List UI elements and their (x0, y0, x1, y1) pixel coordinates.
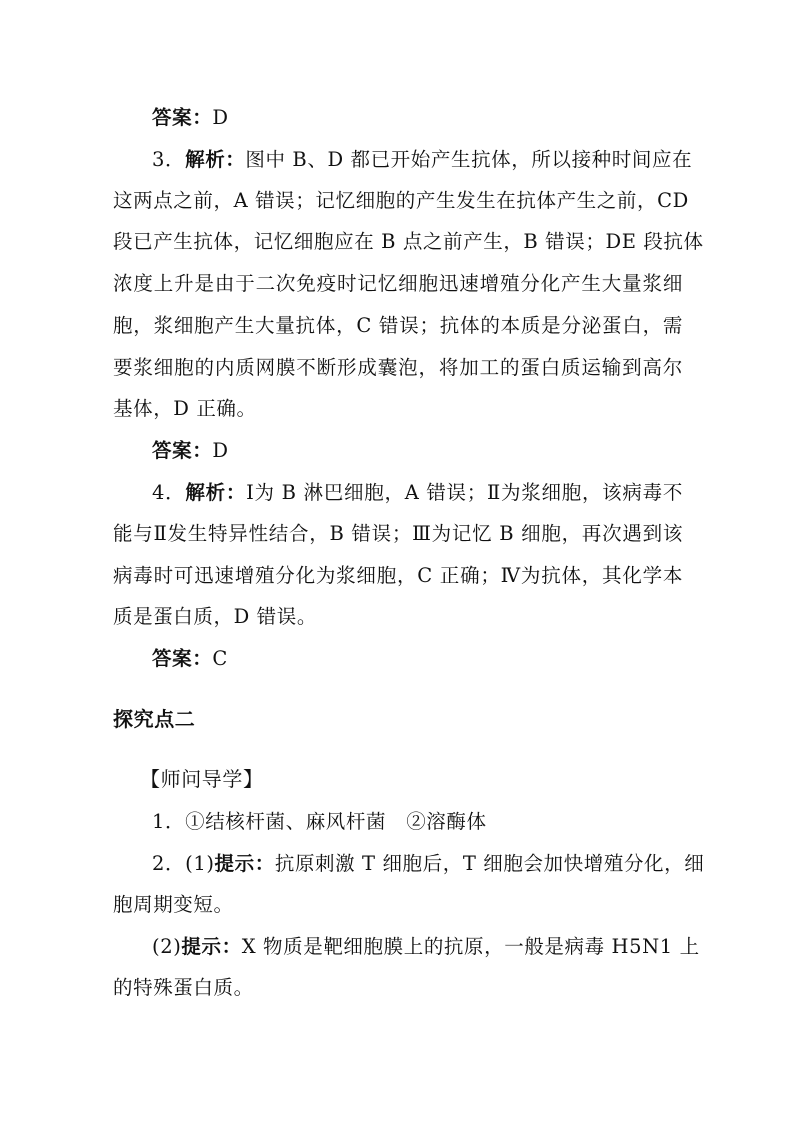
item-2-prefix: 2．(1) (152, 852, 215, 875)
item-3-line-2: 的特殊蛋白质。 (113, 976, 254, 999)
q3-line-5: 胞，浆细胞产生大量抗体，C 错误；抗体的本质是分泌蛋白，需 (113, 314, 683, 337)
item-3-hint-label: 提示： (181, 935, 242, 958)
answer-label: 答案： (152, 647, 213, 670)
section-title: 探究点二 (113, 707, 196, 731)
item-2-line-1 (152, 851, 705, 877)
q3-line-7: 基体，D 正确。 (113, 397, 257, 420)
q3-line-6: 要浆细胞的内质网膜不断形成囊泡，将加工的蛋白质运输到高尔 (113, 356, 683, 379)
item-3-line-1 (152, 934, 700, 960)
q4-line-4: 质是蛋白质，D 错误。 (113, 605, 317, 628)
answer-line-2 (152, 438, 683, 464)
q3-line-4: 浓度上升是由于二次免疫时记忆细胞迅速增殖分化产生大量浆细 (113, 272, 683, 295)
answer-label: 答案： (152, 439, 213, 462)
q3-line-3: 段已产生抗体，记忆细胞应在 B 点之前产生，B 错误；DE 段抗体 (113, 230, 704, 253)
q3-line-1 (152, 147, 693, 173)
item-2-text-1: 抗原刺激 T 细胞后，T 细胞会加快增殖分化，细 (274, 852, 705, 875)
q4-analysis-label: 解析： (185, 481, 247, 504)
sub-title: 【师问导学】 (140, 767, 264, 791)
answer-line-3 (152, 646, 683, 672)
answer-value: D (212, 439, 229, 462)
answer-label: 答案： (152, 106, 213, 129)
q4-text-1: Ⅰ为 B 淋巴细胞，A 错误；Ⅱ为浆细胞，该病毒不 (246, 481, 683, 504)
q3-text-1: 图中 B、D 都已开始产生抗体，所以接种时间应在 (245, 148, 693, 171)
answer-value: C (212, 647, 228, 670)
item-2-line-2: 胞周期变短。 (113, 893, 234, 916)
q4-number: 4． (152, 481, 186, 504)
answer-line-1 (152, 105, 683, 131)
item-2-hint-label: 提示： (214, 852, 275, 875)
answer-value: D (212, 106, 229, 129)
q4-line-2: 能与Ⅱ发生特异性结合，B 错误；Ⅲ为记忆 B 细胞，再次遇到该 (113, 522, 683, 545)
q4-line-1 (152, 480, 683, 506)
q3-analysis-label: 解析： (185, 148, 246, 171)
item-3-text-1: X 物质是靶细胞膜上的抗原，一般是病毒 H5N1 上 (241, 935, 700, 958)
q3-line-2: 这两点之前，A 错误；记忆细胞的产生发生在抗体产生之前，CD (113, 189, 689, 212)
item-1: 1．①结核杆菌、麻风杆菌 ②溶酶体 (152, 810, 487, 833)
q4-line-3: 病毒时可迅速增殖分化为浆细胞，C 正确；Ⅳ为抗体，其化学本 (113, 564, 683, 587)
q3-number: 3． (152, 148, 186, 171)
item-3-prefix: (2) (152, 935, 182, 958)
